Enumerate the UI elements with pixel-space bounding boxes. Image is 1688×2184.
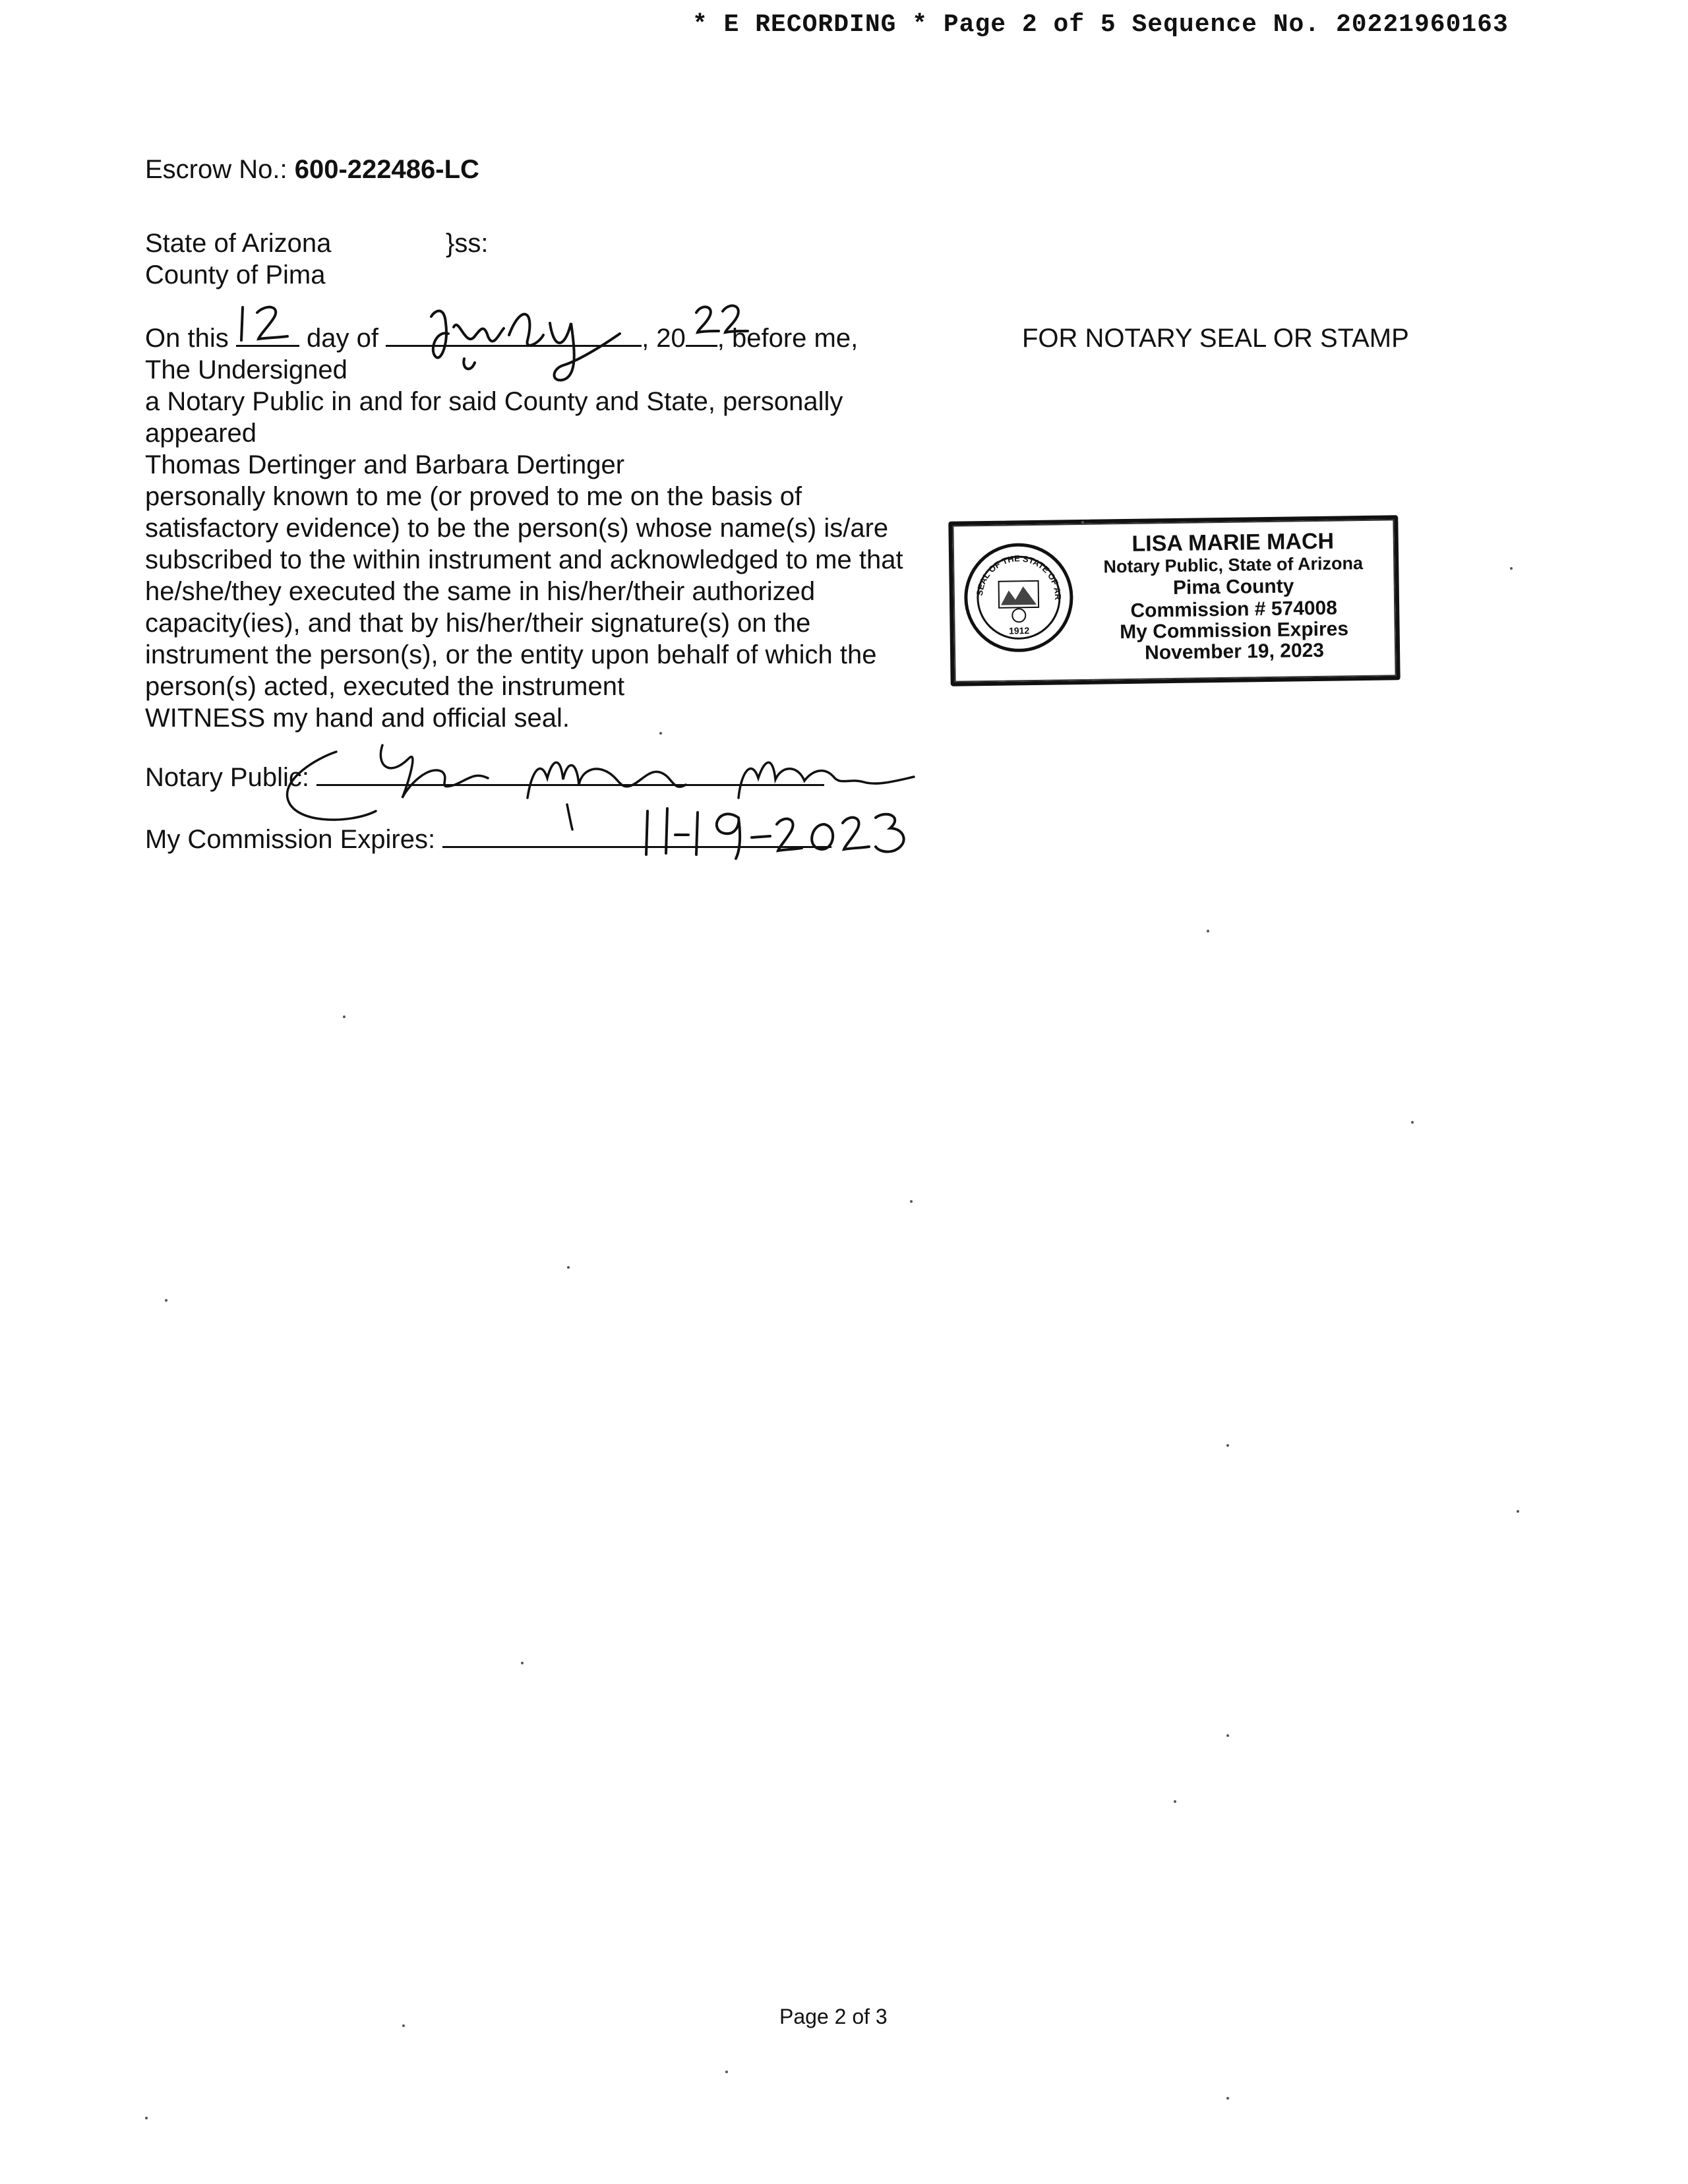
scan-speck bbox=[521, 1662, 524, 1664]
commission-date-glyph bbox=[633, 798, 923, 864]
body-line: instrument the person(s), or the entity upon behalf of which the bbox=[145, 640, 877, 669]
scan-speck bbox=[343, 1016, 346, 1018]
year-prefix: , 20 bbox=[642, 324, 686, 353]
witness-line: WITNESS my hand and official seal. bbox=[145, 704, 570, 733]
notary-public-label: Notary Public: bbox=[145, 763, 309, 792]
handwritten-year bbox=[692, 302, 752, 342]
body-line: person(s) acted, executed the instrument bbox=[145, 672, 625, 701]
handwritten-day bbox=[233, 301, 293, 347]
handwritten-day-glyph bbox=[233, 301, 293, 347]
handwritten-month-glyph bbox=[422, 297, 633, 389]
svg-text:1912: 1912 bbox=[1008, 625, 1030, 636]
on-this-text: On this bbox=[145, 324, 229, 353]
scan-speck bbox=[725, 2071, 728, 2073]
scan-speck bbox=[1510, 567, 1513, 570]
signers-line: Thomas Dertinger and Barbara Dertinger bbox=[145, 450, 625, 479]
venue-ss: }ss: bbox=[446, 229, 489, 258]
body-line: subscribed to the within instrument and acknowledged to me that bbox=[145, 545, 903, 574]
stamp-expires-label: My Commission Expires bbox=[1120, 618, 1349, 644]
scan-speck bbox=[402, 2024, 405, 2027]
escrow-line bbox=[145, 154, 479, 185]
seal-area-label: FOR NOTARY SEAL OR STAMP bbox=[1022, 324, 1409, 353]
commission-label: My Commission Expires: bbox=[145, 825, 436, 854]
state-seal bbox=[962, 541, 1075, 654]
day-of-text: day of bbox=[306, 324, 378, 353]
handwritten-month bbox=[422, 297, 633, 389]
stamp-expires-date: November 19, 2023 bbox=[1144, 639, 1325, 664]
scan-speck bbox=[1174, 1800, 1176, 1803]
scan-speck bbox=[659, 732, 662, 735]
before-me-text: , before me, bbox=[717, 324, 859, 353]
arizona-seal-icon bbox=[962, 541, 1075, 654]
scan-speck bbox=[1226, 2097, 1229, 2100]
scan-speck bbox=[1517, 1510, 1519, 1513]
body-line: satisfactory evidence) to be the person(s) whose name(s) is/are bbox=[145, 514, 889, 543]
appeared-line: appeared bbox=[145, 419, 257, 448]
svg-text:GREAT SEAL OF THE STATE OF ARI: SEAL OF THE STATE OF ARIZONA bbox=[974, 553, 1063, 601]
scan-speck bbox=[910, 1200, 913, 1203]
scan-speck bbox=[165, 1299, 167, 1302]
recording-header: * E RECORDING * Page 2 of 5 Sequence No. 20221960163 bbox=[692, 11, 1509, 39]
scan-speck bbox=[1226, 1734, 1229, 1737]
stamp-title: Notary Public, State of Arizona bbox=[1103, 553, 1364, 577]
page-footer: Page 2 of 3 bbox=[779, 2005, 888, 2028]
venue-county: County of Pima bbox=[145, 260, 326, 289]
scan-speck bbox=[145, 2117, 148, 2119]
escrow-number: 600-222486-LC bbox=[294, 155, 479, 184]
body-line: he/she/they executed the same in his/her/their authorized bbox=[145, 577, 816, 606]
stamp-county: Pima County bbox=[1172, 575, 1294, 599]
venue-state: State of Arizona bbox=[145, 229, 332, 258]
notary-line: a Notary Public in and for said County and State, personally bbox=[145, 387, 843, 416]
stamp-name: LISA MARIE MACH bbox=[1131, 528, 1335, 557]
scan-speck bbox=[1226, 1444, 1229, 1447]
handwritten-commission-date bbox=[633, 798, 923, 864]
scan-speck bbox=[567, 1266, 570, 1269]
handwritten-year-glyph bbox=[692, 302, 752, 342]
stamp-commission: Commission # 574008 bbox=[1130, 597, 1338, 622]
officer-name: The Undersigned bbox=[145, 355, 347, 384]
scan-speck bbox=[1081, 521, 1084, 524]
escrow-label: Escrow No.: bbox=[145, 155, 287, 184]
body-line: capacity(ies), and that by his/her/their signature(s) on the bbox=[145, 609, 811, 638]
scan-speck bbox=[1207, 930, 1209, 932]
scan-speck bbox=[1411, 1121, 1414, 1124]
body-line: personally known to me (or proved to me on the basis of bbox=[145, 482, 802, 511]
notary-stamp bbox=[948, 515, 1400, 686]
